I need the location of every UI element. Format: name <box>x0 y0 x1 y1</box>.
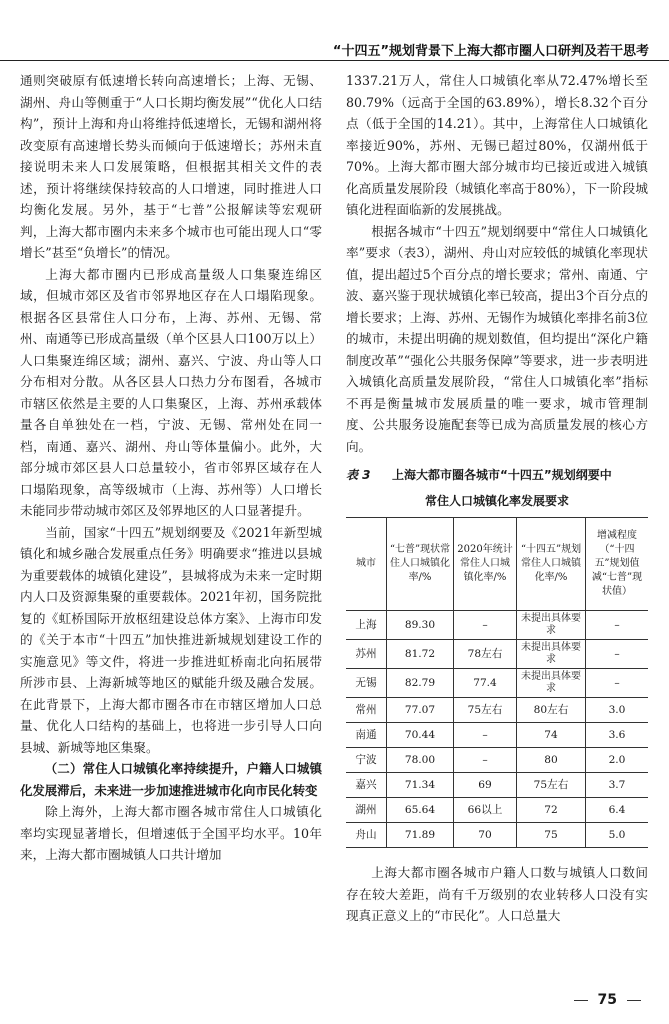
table-cell: 89.30 <box>387 611 454 640</box>
table-header-cell: “十四五”规划常住人口城镇化率/% <box>517 518 586 611</box>
table-cell: 82.79 <box>387 669 454 698</box>
table-cell: 苏州 <box>346 640 387 669</box>
table-cell: 上海 <box>346 611 387 640</box>
table-caption-line1: 上海大都市圈各城市“十四五”规划纲要中 <box>392 468 612 482</box>
table-3 <box>346 517 648 848</box>
table-caption <box>346 465 648 485</box>
table-cell: 65.64 <box>387 798 454 823</box>
table-cell: 80左右 <box>517 698 586 723</box>
table-cell: 70 <box>454 823 517 848</box>
table-cell: 未提出具体要求 <box>517 669 586 698</box>
table-cell: 66以上 <box>454 798 517 823</box>
running-title: “十四五”规划背景下上海大都市圈人口研判及若干思考 <box>332 44 649 59</box>
table-cell: – <box>454 611 517 640</box>
table-cell: 3.6 <box>586 723 649 748</box>
table-cell: 无锡 <box>346 669 387 698</box>
footer-dash-right <box>627 1000 641 1001</box>
body-paragraph: 上海大都市圈各城市户籍人口数与城镇人口数间存在较大差距，尚有千万级别的农业转移人口没有实现真正意义上的“市民化”。人口总量大 <box>346 865 648 923</box>
table-cell: – <box>454 723 517 748</box>
table-cell: 72 <box>517 798 586 823</box>
table-cell: 宁波 <box>346 748 387 773</box>
table-cell: 75 <box>517 823 586 848</box>
table-cell: 74 <box>517 723 586 748</box>
table-cell: 湖州 <box>346 798 387 823</box>
table-row <box>346 723 648 748</box>
header-rule <box>0 60 669 61</box>
page-footer <box>574 992 641 1008</box>
table-caption-line2: 常住人口城镇化率发展要求 <box>424 494 569 508</box>
table-row <box>346 748 648 773</box>
body-paragraph: 根据各城市“十四五”规划纲要中“常住人口城镇化率”要求（表3），湖州、舟山对应较低的城镇化率现状值，提出超过5个百分点的增长要求；常州、南通、宁波、嘉兴鉴于现状城镇化率已较高，提出3个百分点的增长要求；上海、苏州、无锡作为城镇化率排名前3位的城市，未提出明确的规划数值，但均提出“深化户籍制度改革”“强化公共服务保障”等要求，进一步表明进入城镇化高质量发展阶段，“常住人口城镇化率”指标不再是衡量城市发展质量的唯一要求，城市管理制度、公共服务设施配套等已成为高质量发展的核心方向。 <box>346 223 648 454</box>
table-label: 表 3 <box>346 468 371 482</box>
table-cell: 69 <box>454 773 517 798</box>
table-row <box>346 698 648 723</box>
table-cell: – <box>586 669 649 698</box>
table-cell: 77.4 <box>454 669 517 698</box>
table-cell: 舟山 <box>346 823 387 848</box>
body-paragraph: 除上海外，上海大都市圈各城市常住人口城镇化率均实现显著增长，但增速低于全国平均水平。10年来，上海大都市圈城镇人口共计增加 <box>20 804 322 862</box>
table-cell: – <box>586 611 649 640</box>
page-number: 75 <box>597 992 617 1008</box>
table-row <box>346 823 648 848</box>
table-cell: 81.72 <box>387 640 454 669</box>
body-paragraph: 1337.21万人，常住人口城镇化率从72.47%增长至80.79%（远高于全国的63.89%），增长8.32个百分点（低于全国的14.21）。其中，上海常住人口城镇化率接近90%，苏州、无锡已超过80%，仅湖州低于70%。上海大都市圈大部分城市均已接近或进入城镇化高质量发展阶段（城镇化率高于80%），下一阶段城镇化进程面临新的发展挑战。 <box>346 73 648 217</box>
table-cell: 嘉兴 <box>346 773 387 798</box>
table-header-cell: 城市 <box>346 518 387 611</box>
table-cell: 78.00 <box>387 748 454 773</box>
body-paragraph: 当前，国家“十四五”规划纲要及《2021年新型城镇化和城乡融合发展重点任务》明确要求“推进以县城为重要载体的城镇化建设”，县城将成为未来一定时期内人口及资源集聚的重要载体。2021年初，国务院批复的《虹桥国际开放枢纽建设总体方案》、上海市印发的《关于本市“十四五”加快推进新城规划建设工作的实施意见》等文件，将进一步推进虹桥南北向拓展带所涉市县、上海新城等地区的赋能升级及融合发展。在此背景下，上海大都市圈各市在市辖区增加人口总量、优化人口结构的基础上，也将进一步引导人口向县城、新城等地区集聚。 <box>20 524 322 755</box>
left-column <box>20 70 322 866</box>
table-cell: 75左右 <box>454 698 517 723</box>
right-column <box>346 70 648 927</box>
table-cell: 6.4 <box>586 798 649 823</box>
table-header-cell: 2020年统计常住人口城镇化率/% <box>454 518 517 611</box>
table-cell: 未提出具体要求 <box>517 640 586 669</box>
footer-dash-left <box>574 1000 588 1001</box>
table-row <box>346 611 648 640</box>
page-header <box>0 0 669 60</box>
table-cell: 南通 <box>346 723 387 748</box>
table-cell: 71.34 <box>387 773 454 798</box>
table-cell: – <box>586 640 649 669</box>
table-header-row <box>346 518 648 611</box>
table-cell: 3.7 <box>586 773 649 798</box>
table-header-cell: “七普”现状常住人口城镇化率/% <box>387 518 454 611</box>
table-cell: 78左右 <box>454 640 517 669</box>
table-cell: 80 <box>517 748 586 773</box>
table-row <box>346 669 648 698</box>
table-cell: 常州 <box>346 698 387 723</box>
table-cell: 2.0 <box>586 748 649 773</box>
table-row <box>346 640 648 669</box>
table-row <box>346 773 648 798</box>
body-paragraph: 上海大都市圈内已形成高量级人口集聚连绵区域，但城市郊区及省市邻界地区存在人口塌陷现象。根据各区县常住人口分布，上海、苏州、无锡、常州、南通等已形成高量级（单个区县人口100万以上）人口集聚连绵区域；湖州、嘉兴、宁波、舟山等人口分布相对分散。从各区县人口热力分布图看，各城市市辖区依然是主要的人口集聚区，上海、苏州承载体量各自单独处在一档，宁波、无锡、常州处在同一档，南通、嘉兴、湖州、舟山等体量偏小。此外，大部分城市郊区县人口总量较小，省市邻界区域存在人口塌陷现象，高等级城市（上海、苏州等）人口增长未能同步带动城市郊区及邻界地区的人口显著提升。 <box>20 266 322 518</box>
table-cell: 5.0 <box>586 823 649 848</box>
table-cell: – <box>454 748 517 773</box>
table-cell: 未提出具体要求 <box>517 611 586 640</box>
table-cell: 3.0 <box>586 698 649 723</box>
table-header-cell: 增减程度（“十四五”规划值减“七普”现状值） <box>586 518 649 611</box>
table-cell: 71.89 <box>387 823 454 848</box>
table-cell: 75左右 <box>517 773 586 798</box>
body-paragraph: 通则突破原有低速增长转向高速增长；上海、无锡、湖州、舟山等侧重于“人口长期均衡发展”“优化人口结构”，预计上海和舟山将维持低速增长，无锡和湖州将改变原有高速增长势头而倾向于低速增长；苏州未直接说明未来人口发展策略，但根据其相关文件的表述，预计将继续保持较高的人口增速，同时推进人口均衡化发展。另外，基于“七普”公报解读等宏观研判，上海大都市圈内未来多个城市也可能出现人口“零增长”甚至“负增长”的情况。 <box>20 73 322 260</box>
table-cell: 77.07 <box>387 698 454 723</box>
table-cell: 70.44 <box>387 723 454 748</box>
table-row <box>346 798 648 823</box>
section-heading: （二）常住人口城镇化率持续提升，户籍人口城镇化发展滞后，未来进一步加速推进城市化向市民化转变 <box>20 761 322 798</box>
